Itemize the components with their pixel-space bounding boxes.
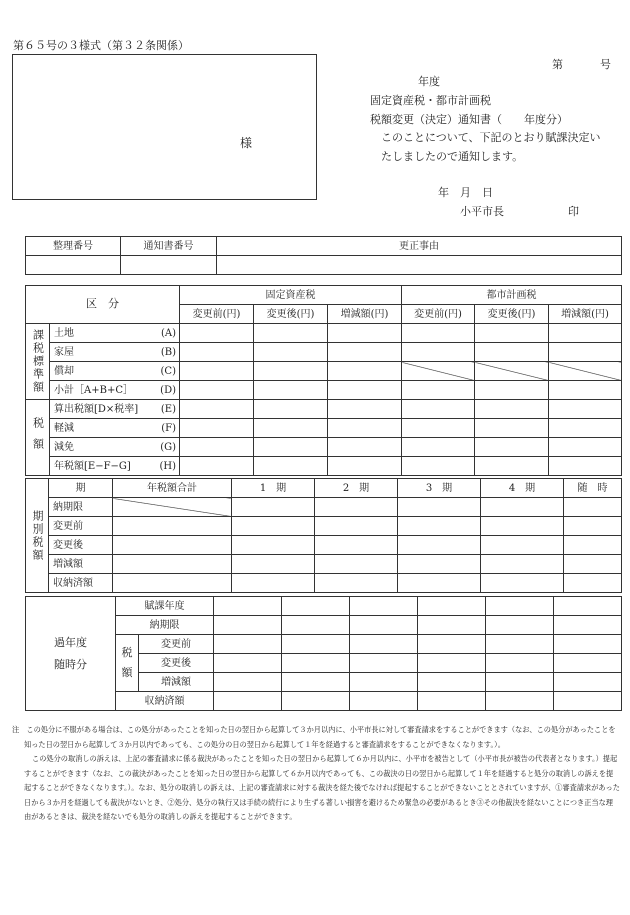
ref-header-seiri: 整理番号 <box>26 237 121 256</box>
nouki-label: 納期限 <box>116 616 214 635</box>
city-after-header: 変更後(円) <box>475 305 549 324</box>
period-tax-table <box>25 478 622 593</box>
note-paragraph-2: この処分の取消しの訴えは、上記の審査請求に係る裁決があったことを知った日の翌日から起算して６か月以内に、小平市を被告として（小平市長が被告の代表者となります。）提起することができます（なお、この裁決があったことを知った日の翌日から起算して６か月以内であっても、この裁決の日の翌日から起算して１年を経過すると処分の取消しの訴えを提起することができなくなります。）。なお、処分の取消しの訴えは、上記の審査請求に対する裁決を経た後でなければ提起することができないこととされていますが、①審査請求があった日から３か月を経過しても裁決がないとき、②処分、処分の執行又は手続の続行により生ずる著しい損害を避けるため緊急の必要があるとき③その他裁決を経ないことにつき正当な理由があるときは、裁決を経ないでも処分の取消しの訴えを提起することができます。 <box>24 754 620 821</box>
row-label: 小計［A+B+C］ (D) <box>50 381 180 400</box>
past-diff-label: 増減額 <box>139 673 214 692</box>
tax-base-group-label: 課税標準額 <box>26 324 50 400</box>
city-diff-header: 増減額(円) <box>549 305 622 324</box>
tax-name: 固定資産税・都市計画税 <box>370 94 491 107</box>
ref-cell <box>121 256 217 275</box>
fixed-asset-tax-header: 固定資産税 <box>180 286 402 305</box>
notice-body-line2: たしましたので通知します。 <box>381 150 524 163</box>
row-label: 算出税額[D×税率] (E) <box>50 400 180 419</box>
fuka-nendo-label: 賦課年度 <box>116 597 214 616</box>
city-planning-tax-header: 都市計画税 <box>402 286 622 305</box>
diagonal-void-cell <box>475 362 549 381</box>
ref-cell <box>217 256 622 275</box>
row-label: 変更前 <box>49 517 113 536</box>
notice-title: 税額変更（決定）通知書（ 年度分） <box>370 113 568 126</box>
period3-header: 3 期 <box>398 479 481 498</box>
fixed-diff-header: 増減額(円) <box>328 305 402 324</box>
zeigaku-group-label: 税 額 <box>116 635 139 692</box>
dai-label: 第 <box>552 58 563 71</box>
past-year-table <box>25 596 622 711</box>
reference-table <box>25 236 622 275</box>
kubun-header: 区 分 <box>26 286 180 324</box>
assessment-table <box>25 285 622 476</box>
fixed-after-header: 変更後(円) <box>254 305 328 324</box>
notice-body-line1: このことについて、下記のとおり賦課決定い <box>381 131 601 144</box>
city-before-header: 変更前(円) <box>402 305 475 324</box>
diagonal-void-cell <box>402 362 475 381</box>
row-label: 減免 (G) <box>50 438 180 457</box>
row-label: 収納済額 <box>49 574 113 593</box>
recipient-suffix: 様 <box>240 136 253 150</box>
zuiji-header: 随 時 <box>564 479 622 498</box>
past-paid-label: 収納済額 <box>116 692 214 711</box>
go-label: 号 <box>600 58 611 71</box>
ref-header-kosei: 更正事由 <box>217 237 622 256</box>
ref-header-tsuchisho: 通知書番号 <box>121 237 217 256</box>
row-label: 償却 (C) <box>50 362 180 381</box>
row-label: 納期限 <box>49 498 113 517</box>
diagonal-void-cell <box>113 498 232 517</box>
form-number: 第６５号の３様式（第３２条関係） <box>13 39 189 52</box>
past-year-group-label: 過年度 随時分 <box>26 597 116 711</box>
issuer-name: 小平市長 <box>460 205 504 218</box>
row-label: 家屋 (B) <box>50 343 180 362</box>
ref-cell <box>26 256 121 275</box>
seal-mark: 印 <box>568 205 579 218</box>
past-before-label: 変更前 <box>139 635 214 654</box>
ki-header: 期 <box>49 479 113 498</box>
row-label: 変更後 <box>49 536 113 555</box>
row-label: 増減額 <box>49 555 113 574</box>
past-after-label: 変更後 <box>139 654 214 673</box>
row-label: 軽減 (F) <box>50 419 180 438</box>
period2-header: 2 期 <box>315 479 398 498</box>
legal-notes <box>12 723 620 825</box>
recipient-address-box <box>12 54 317 200</box>
period-group-label: 期別税額 <box>26 479 49 593</box>
row-label: 年税額[E−F−G] (H) <box>50 457 180 476</box>
total-header: 年税額合計 <box>113 479 232 498</box>
period1-header: 1 期 <box>232 479 315 498</box>
tax-amount-group-label: 税額 <box>26 400 50 476</box>
note-paragraph-1: 注 この処分に不服がある場合は、この処分があったことを知った日の翌日から起算して３か月以内に、小平市長に対して審査請求をすることができます（なお、この処分があったことを知った日の翌日から起算して３か月以内であっても、この処分の日の翌日から起算して１年を経過すると審査請求をすることができなくなります。）。 <box>12 725 616 749</box>
fixed-before-header: 変更前(円) <box>180 305 254 324</box>
diagonal-void-cell <box>549 362 622 381</box>
nendo-label: 年度 <box>418 75 440 88</box>
row-label: 土地 (A) <box>50 324 180 343</box>
issue-date: 年 月 日 <box>438 186 493 199</box>
period4-header: 4 期 <box>481 479 564 498</box>
